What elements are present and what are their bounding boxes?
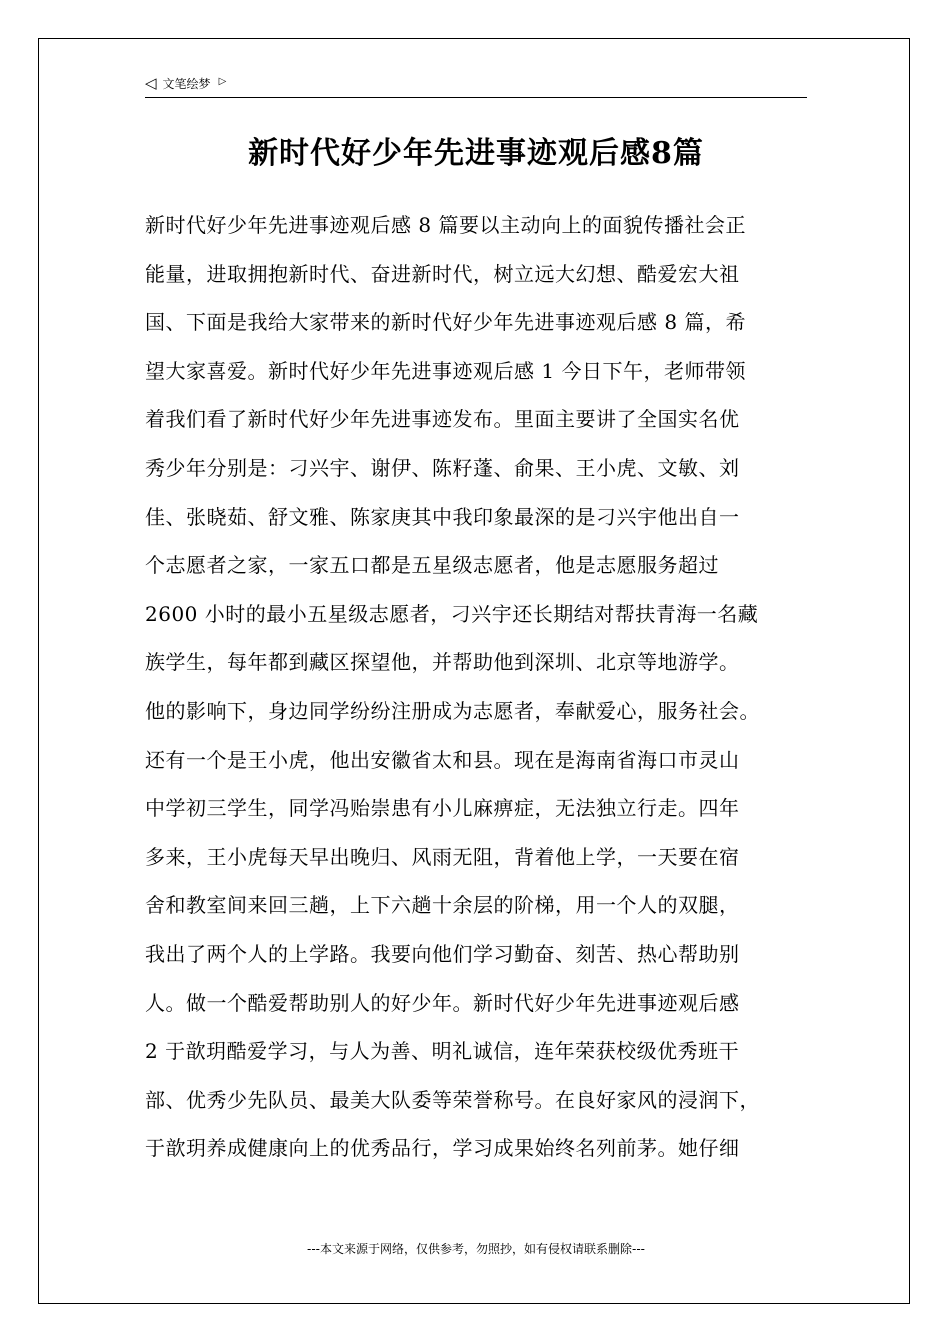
body-line: 多来，王小虎每天早出晚归、风雨无阻，背着他上学，一天要在宿: [145, 844, 740, 869]
body-line: 他的影响下，身边同学纷纷注册成为志愿者，奉献爱心，服务社会。: [145, 698, 760, 723]
body-line: 2 于歆玥酷爱学习，与人为善、明礼诚信，连年荣获校级优秀班干: [145, 1039, 740, 1064]
body-line: 我出了两个人的上学路。我要向他们学习勤奋、刻苦、热心帮助别: [145, 941, 740, 966]
body-line: 人。做一个酷爱帮助别人的好少年。新时代好少年先进事迹观后感: [145, 990, 740, 1015]
body-line: 佳、张晓茹、舒文雅、陈家庚其中我印象最深的是刁兴宇他出自一: [145, 504, 740, 529]
body-line: 望大家喜爱。新时代好少年先进事迹观后感 1 今日下午，老师带领: [145, 358, 746, 383]
body-line: 部、优秀少先队员、最美大队委等荣誉称号。在良好家风的浸润下，: [145, 1087, 760, 1112]
document-title: 新时代好少年先进事迹观后感8篇: [248, 136, 704, 171]
triangle-left-icon: ◁: [145, 74, 157, 92]
body-line: 舍和教室间来回三趟，上下六趟十余层的阶梯，用一个人的双腿，: [145, 893, 740, 918]
body-line: 于歆玥养成健康向上的优秀品行，学习成果始终名列前茅。她仔细: [145, 1136, 740, 1161]
body-line: 中学初三学生，同学冯贻崇患有小儿麻痹症，无法独立行走。四年: [145, 796, 740, 821]
body-line: 新时代好少年先进事迹观后感 8 篇要以主动向上的面貌传播社会正: [145, 213, 746, 237]
body-line: 2600 小时的最小五星级志愿者，刁兴宇还长期结对帮扶青海一名藏: [145, 601, 759, 626]
footer-disclaimer: ---本文来源于网络，仅供参考，勿照抄，如有侵权请联系删除---: [307, 1242, 645, 1256]
brand-label: 文笔绘梦: [162, 77, 211, 91]
body-line: 还有一个是王小虎，他出安徽省太和县。现在是海南省海口市灵山: [145, 747, 740, 772]
body-line: 个志愿者之家，一家五口都是五星级志愿者，他是志愿服务超过: [145, 553, 719, 578]
triangle-right-icon: ▷: [218, 76, 227, 87]
document-body: [145, 201, 825, 1173]
body-line: 着我们看了新时代好少年先进事迹发布。里面主要讲了全国实名优: [145, 407, 740, 432]
page-header: [145, 74, 807, 98]
body-line: 国、下面是我给大家带来的新时代好少年先进事迹观后感 8 篇，希: [145, 310, 746, 335]
body-line: 秀少年分别是：刁兴宇、谢伊、陈籽蓬、俞果、王小虎、文敏、刘: [145, 455, 740, 480]
body-line: 族学生，每年都到藏区探望他，并帮助他到深圳、北京等地游学。: [145, 650, 740, 675]
body-line: 能量，进取拥抱新时代、奋进新时代，树立远大幻想、酷爱宏大祖: [145, 261, 740, 286]
